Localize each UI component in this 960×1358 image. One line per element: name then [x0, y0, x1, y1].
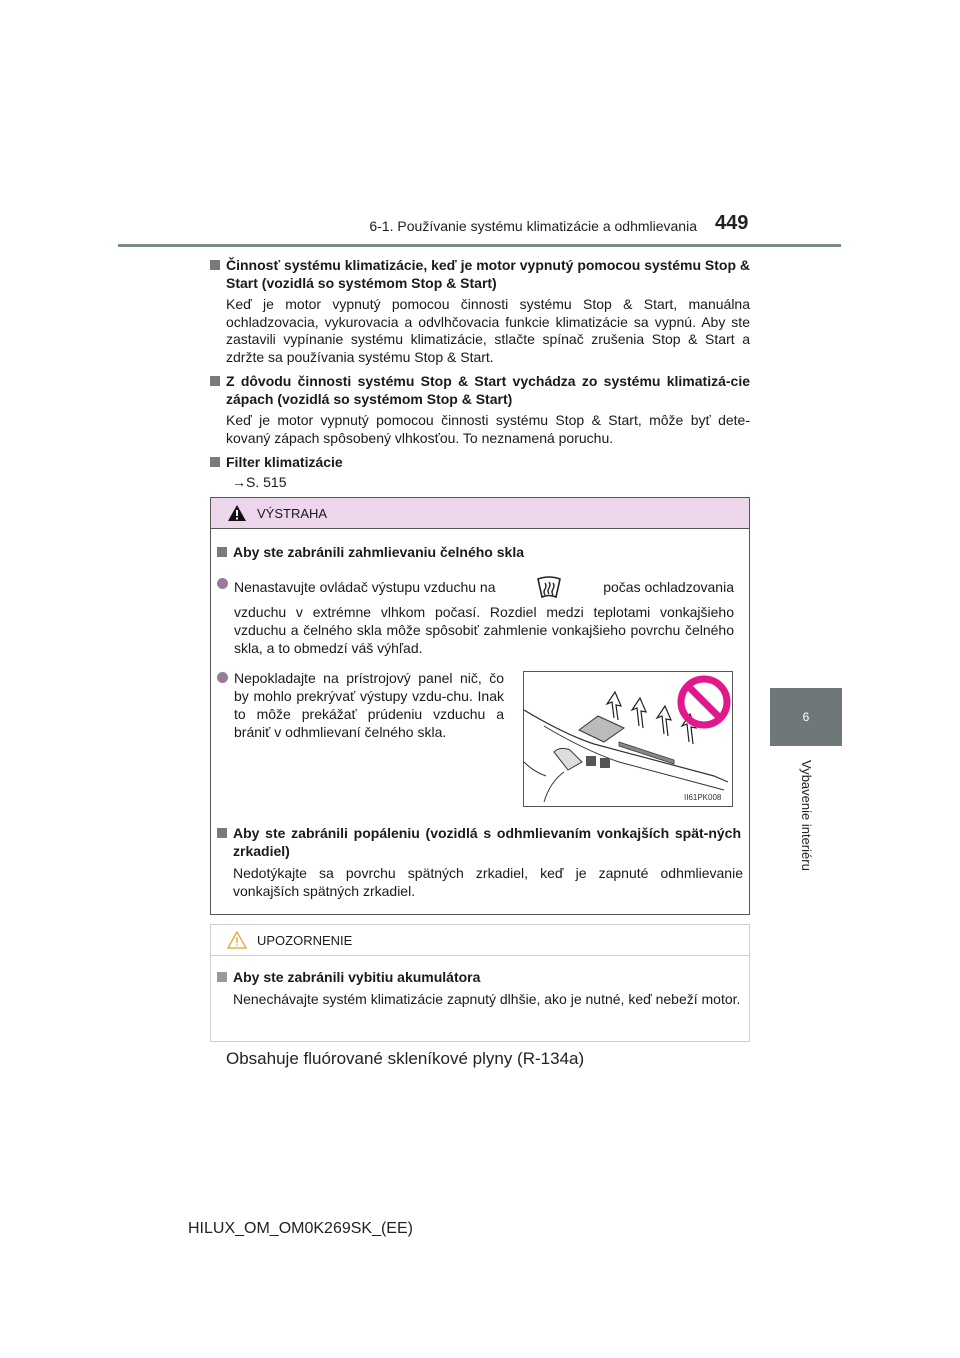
square-bullet-icon — [210, 457, 220, 467]
section-heading: Z dôvodu činnosti systému Stop & Start vychádza zo systému klimatizá-cie zápach (vozidlá so systémom Stop & Start) — [226, 373, 750, 407]
section-heading: Činnosť systému klimatizácie, keď je motor vypnutý pomocou systému Stop & Start (vozidlá so systémom Stop & Start) — [226, 257, 751, 291]
page-number: 449 — [715, 212, 749, 234]
warning-bullet-1 — [217, 575, 749, 657]
page-reference-link[interactable]: →S. 515 — [232, 474, 287, 490]
caution-header — [211, 925, 749, 956]
caution-triangle-icon — [227, 931, 247, 949]
square-bullet-icon — [217, 972, 227, 982]
section-heading: Filter klimatizácie — [226, 454, 343, 470]
windshield-defog-icon — [536, 575, 562, 599]
warning-heading: Aby ste zabránili popáleniu (vozidlá s odhmlievaním vonkajších spät-ných zrkadiel) — [233, 825, 741, 859]
caution-heading: Aby ste zabránili vybitiu akumulátora — [233, 969, 481, 985]
dashboard-illustration — [523, 671, 733, 807]
caution-box — [210, 924, 750, 1042]
section-body: Keď je motor vypnutý pomocou činnosti systému Stop & Start, môže byť dete-kovaný zápach spôsobený vlhkosťou. To neznamená poruchu. — [226, 412, 750, 446]
bullet-text-rest: vzduchu v extrémne vlhkom počasí. Rozdiel medzi teplotami vonkajšieho vzduchu a čelného skla môže spôsobiť zahmlenie vonkajšieho povrchu čelného skla, a to obmedzí váš výhľad. — [234, 604, 734, 656]
bullet-text-end: počas ochladzovania — [603, 579, 734, 595]
section-odor — [210, 372, 750, 447]
warning-heading: Aby ste zabránili zahmlievaniu čelného skla — [233, 544, 524, 560]
chapter-tab: 6 — [770, 688, 842, 746]
prohibition-icon — [681, 679, 727, 725]
warning-body: Nedotýkajte sa povrchu spätných zrkadiel, keď je zapnuté odhmlievanie vonkajších spätných zrkadiel. — [233, 865, 743, 899]
caution-title: UPOZORNENIE — [257, 932, 353, 948]
header-divider — [118, 244, 841, 247]
section-stop-start-ac — [210, 256, 750, 366]
bullet-text-start: Nenastavujte ovládač výstupu vzduchu na — [234, 579, 496, 595]
bullet-text: Nepokladajte na prístrojový panel nič, čo by mohlo prekrývať výstupy vzdu-chu. Inak to môže prekážať prúdeniu vzduchu a brániť v odhmlievaní čelného skla. — [234, 670, 504, 740]
image-code: II61PK008 — [684, 793, 722, 802]
circle-bullet-icon — [217, 578, 228, 589]
warning-section-mirror — [211, 824, 743, 900]
main-content — [210, 256, 750, 496]
chapter-label: Vybavenie interiéru — [799, 760, 814, 871]
square-bullet-icon — [217, 547, 227, 557]
section-filter — [210, 453, 750, 490]
header-section-title: 6-1. Používanie systému klimatizácie a odhmlievania — [369, 218, 697, 234]
caution-body: Nenechávajte systém klimatizácie zapnutý dlhšie, ako je nutné, keď nebeží motor. — [233, 991, 741, 1007]
refrigerant-note: Obsahuje fluórované skleníkové plyny (R-134a) — [226, 1049, 585, 1068]
warning-triangle-icon — [227, 504, 247, 522]
warning-header — [211, 498, 749, 529]
dashboard-vents-image — [524, 672, 732, 806]
document-code: HILUX_OM_OM0K269SK_(EE) — [188, 1220, 413, 1237]
square-bullet-icon — [210, 376, 220, 386]
warning-title: VÝSTRAHA — [257, 505, 328, 521]
section-body: Keď je motor vypnutý pomocou činnosti systému Stop & Start, manuálna ochladzovacia, vykurovacia a odvlhčovacia funkcie klimatizácie sa vypnú. Aby ste zastavili vypínanie systému klimatizácie, stlačte spínač zrušenia Stop & Start a zdržte sa používania systému Stop & Start. — [226, 296, 750, 365]
circle-bullet-icon — [217, 672, 228, 683]
square-bullet-icon — [210, 260, 220, 270]
square-bullet-icon — [217, 828, 227, 838]
